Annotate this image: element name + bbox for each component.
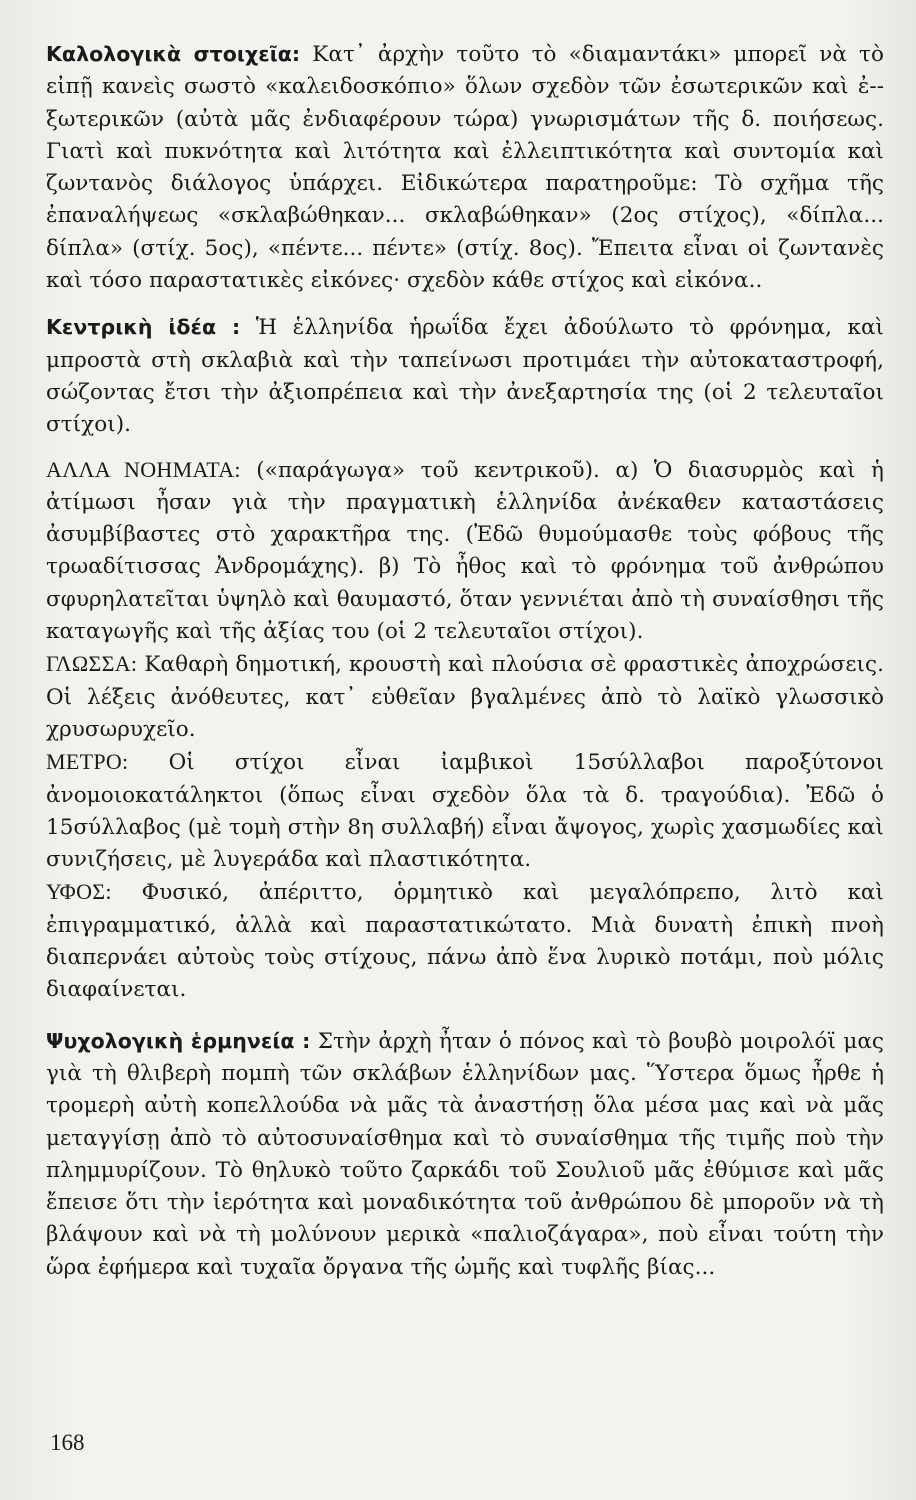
- section-text-kentriki-idea: Ἡ ἑλληνίδα ἡρωΐδα ἔχει ἀδούλωτο τὸ φρόνημα, καὶ μπροστὰ στὴ σκλαβιὰ καὶ τὴν ταπείνωσι προτιμάει τὴν αὐτοκαταστροφή, σώζοντας ἔτσι τὴν ἀξιοπρέπεια καὶ τὴν ἀνεξαρτησία της (οἱ 2 τελευταῖοι στίχοι).: [46, 315, 885, 438]
- section-label-metro: ΜΕΤΡΟ:: [46, 749, 129, 775]
- section-label-kentriki-idea: Κεντρικὴ ἰδέα :: [46, 315, 241, 340]
- section-label-yfos: ΥΦΟΣ:: [46, 879, 112, 905]
- section-text-psyxologiki: Στὴν ἀρχὴ ἦταν ὁ πόνος καὶ τὸ βουβὸ μοιρολόϊ μας γιὰ τὴ θλιβερὴ πομπὴ τῶν σκλάβων ἑλληνίδων μας. Ὕστερα ὅμως ἦρθε ἡ τρομερὴ αὐτὴ κοπελλούδα νὰ μᾶς τὰ ἀναστήσῃ ὅλα μέσα μας καὶ νὰ μᾶς μεταγγίσῃ ἀπὸ τὸ αὐτοσυναίσθημα καὶ τὸ συναίσθημα τῆς τιμῆς ποὺ τὴν πλημμυρίζουν. Τὸ θηλυκὸ τοῦτο ζαρκάδι τοῦ Σουλιοῦ μᾶς ἐθύμισε καὶ μᾶς ἔπεισε ὅτι τὴν ἱερότητα καὶ μοναδικότητα τοῦ ἀνθρώπου δὲ μποροῦν νὰ τὴ βλάψουν καὶ νὰ τὴ μολύνουν μερικὰ «παλιοζάγαρα», ποὺ εἶναι τούτη τὴν ὥρα ἐφήμερα καὶ τυχαῖα ὄργανα τῆς ὠμῆς καὶ τυφλῆς βίας...: [46, 1028, 884, 1280]
- section-text-glossa: Καθαρὴ δημοτική, κρουστὴ καὶ πλούσια σὲ φραστικὲς ἀποχρώσεις. Οἱ λέξεις ἀνόθευτες, κατ᾿ εὐθεῖαν βγαλμένες ἀπὸ τὸ λαϊκὸ γλωσσικὸ χρυσωρυχεῖο.: [46, 652, 884, 742]
- section-label-alla-noimata: ΑΛΛΑ ΝΟΗΜΑΤΑ:: [46, 456, 241, 482]
- section-alla-noimata: [46, 454, 884, 649]
- section-label-glossa: ΓΛΩΣΣΑ:: [46, 651, 138, 677]
- section-text-yfos: Φυσικό, ἀπέριττο, ὁρμητικὸ καὶ μεγαλόπρεπο, λιτὸ καὶ ἐπιγραμματικό, ἀλλὰ καὶ παραστατικώτατο. Μιὰ δυνατὴ ἐπικὴ πνοὴ διαπερνάει αὐτοὺς τοὺς στίχους, πάνω ἀπὸ ἕνα λυρικὸ ποτάμι, ποὺ μόλις διαφαίνεται.: [46, 880, 884, 1003]
- section-text-alla-noimata: («παράγωγα» τοῦ κεντρικοῦ). α) Ὁ διασυρμὸς καὶ ἡ ἀτίμωσι ἦσαν γιὰ τὴν πραγματικὴ ἑλληνίδα ἀνέκαθεν καταστάσεις ἀσυμβίβαστες στὸ χαρακτῆρα της. (Ἐδῶ θυμούμασθε τοὺς φόβους τῆς τρωαδίτισσας Ἀνδρομάχης). β) Τὸ ἦθος καὶ τὸ φρόνημα τοῦ ἀνθρώπου σφυρηλατεῖται ὑψηλὸ καὶ θαυμαστό, ὅταν γεννιέται ἀπὸ τὴ συναίσθησι τῆς καταγωγῆς καὶ τῆς ἀξίας του (οἱ 2 τελευταῖοι στίχοι).: [46, 457, 884, 645]
- section-label-kallologika: Καλολογικὰ στοιχεῖα:: [46, 42, 301, 66]
- page-text-body: [46, 38, 884, 1284]
- section-label-psyxologiki: Ψυχολογικὴ ἑρμηνεία :: [46, 1028, 311, 1053]
- page-number: 168: [50, 1430, 85, 1455]
- section-metro: [46, 746, 884, 876]
- section-text-kallologika: Κατ᾿ ἀρχὴν τοῦτο τὸ «διαμαντάκι» μπορεῖ νὰ τὸ εἰπῇ κανεὶς σωστὸ «καλειδοσκόπιο» ὅλων σχεδὸν τῶν ἐσωτερικῶν καὶ ἐ-ξωτερικῶν (αὐτὰ μᾶς ἐνδιαφέρουν τώρα) γνωρισμάτων τῆς δ. ποιήσεως. Γιατὶ καὶ πυκνότητα καὶ λιτότητα καὶ ἐλλειπτικότητα καὶ συντομία καὶ ζωντανὸς διάλογος ὑπάρχει. Εἰδικώτερα παρατηροῦμε: Τὸ σχῆμα τῆς ἐπαναλήψεως «σκλαβώθηκαν... σκλαβώθηκαν» (2ος στίχος), «δίπλα... δίπλα» (στίχ. 5ος), «πέντε... πέντε» (στίχ. 8ος). Ἔπειτα εἶναι οἱ ζωντανὲς καὶ τόσο παραστατικὲς εἰκόνες· σχεδὸν κάθε στίχος καὶ εἰκόνα..: [46, 42, 884, 294]
- section-psyxologiki: [46, 1025, 884, 1284]
- section-kallologika: [46, 38, 884, 297]
- section-yfos: [46, 876, 884, 1006]
- section-glossa: [46, 648, 884, 746]
- section-kentriki-idea: [46, 311, 884, 441]
- section-text-metro: Οἱ στίχοι εἶναι ἰαμβικοὶ 15σύλλαβοι παροξύτονοι ἀνομοιοκατάληκτοι (ὅπως εἶναι σχεδὸν ὅλα τὰ δ. τραγούδια). Ἐδῶ ὁ 15σύλλαβος (μὲ τομὴ στὴν 8η συλλαβή) εἶναι ἄψογος, χωρὶς χασμωδίες καὶ συνιζήσεις, μὲ λυγεράδα καὶ πλαστικότητα.: [46, 750, 884, 873]
